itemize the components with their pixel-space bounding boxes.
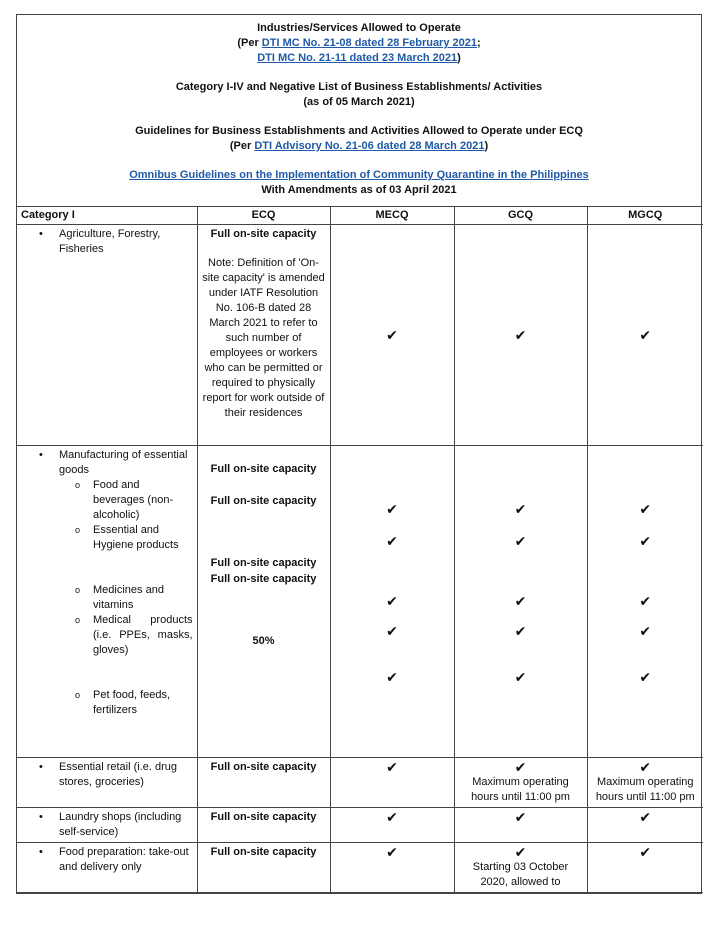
ecq-cell	[197, 843, 330, 893]
check-icon: ✔	[386, 759, 398, 775]
ecq-value: Full on-site capacity	[210, 228, 317, 240]
mgcq-cell	[587, 843, 703, 893]
mecq-cell	[330, 808, 454, 843]
ecq-note: Note: Definition of 'On-site capacity' is amended under IATF Resolution No. 106-B dated 28 March 2021 to refer to such number of employees or workers who can be permitted or required to physically report for work outside of their residences	[202, 257, 325, 419]
check-icon: ✔	[639, 533, 652, 549]
header-ref-sep: ;	[476, 37, 481, 49]
check-icon: ✔	[386, 326, 398, 343]
check-icon: ✔	[639, 623, 652, 639]
check-icon: ✔	[514, 593, 527, 609]
row-label-cell	[17, 758, 197, 808]
col-mgcq: MGCQ	[587, 207, 703, 225]
row-label-manufacturing: • Manufacturing of essential goods	[21, 448, 193, 478]
ecq-value: Full on-site capacity	[210, 573, 317, 585]
check-icon: ✔	[514, 809, 527, 825]
col-category: Category I	[17, 207, 197, 225]
category-table	[17, 207, 703, 893]
document-header	[17, 15, 701, 207]
sub-item-medical-products: o Medical products (i.e. PPEs, masks, gloves)	[21, 613, 193, 658]
header-omnibus-line	[23, 168, 695, 183]
ecq-value: Full on-site capacity	[210, 557, 317, 569]
mecq-cell	[330, 225, 454, 446]
check-icon: ✔	[514, 326, 527, 343]
check-icon: ✔	[639, 501, 652, 517]
link-dti-advisory-21-06[interactable]: DTI Advisory No. 21-06 dated 28 March 2021	[254, 140, 485, 152]
sub-item-food-beverages: o Food and beverages (non-alcoholic)	[21, 478, 193, 523]
table-row	[17, 446, 703, 758]
row-label-cell	[17, 446, 197, 758]
mgcq-cell	[587, 446, 703, 758]
table-row	[17, 225, 703, 446]
gcq-cell	[454, 446, 587, 758]
mgcq-cell	[587, 808, 703, 843]
gcq-cell	[454, 808, 587, 843]
mecq-cell	[330, 758, 454, 808]
check-icon: ✔	[639, 669, 652, 685]
row-label-cell	[17, 808, 197, 843]
sub-item-hygiene: o Essential and Hygiene products	[21, 523, 193, 553]
header-category-date: (as of 05 March 2021)	[303, 96, 415, 108]
header-ref-line-2	[23, 51, 695, 66]
header-ref-prefix: (Per	[237, 37, 262, 49]
check-icon: ✔	[386, 809, 398, 825]
row-label-laundry: • Laundry shops (including self-service)	[21, 810, 193, 840]
mgcq-note: Maximum operating hours until 11:00 pm	[595, 776, 695, 803]
sub-item-medicines: o Medicines and vitamins	[21, 583, 193, 613]
row-label-cell	[17, 843, 197, 893]
ecq-value: Full on-site capacity	[210, 846, 317, 858]
check-icon: ✔	[639, 809, 652, 825]
row-label-agriculture: • Agriculture, Forestry, Fisheries	[21, 227, 193, 257]
check-icon: ✔	[386, 593, 398, 609]
row-label-food-preparation: • Food preparation: take-out and delivery only	[21, 845, 193, 875]
table-header-row	[17, 207, 703, 225]
table-row	[17, 843, 703, 893]
check-icon: ✔	[639, 844, 652, 860]
col-gcq: GCQ	[454, 207, 587, 225]
check-icon: ✔	[514, 533, 527, 549]
row-label-essential-retail: • Essential retail (i.e. drug stores, groceries)	[21, 760, 193, 790]
check-icon: ✔	[514, 501, 527, 517]
header-guidelines-title: Guidelines for Business Establishments and Activities Allowed to Operate under ECQ	[135, 125, 583, 137]
check-icon: ✔	[639, 759, 652, 775]
mgcq-cell	[587, 225, 703, 446]
col-ecq: ECQ	[197, 207, 330, 225]
mgcq-cell	[587, 758, 703, 808]
gcq-cell	[454, 225, 587, 446]
header-advisory-prefix: (Per	[229, 140, 255, 152]
header-advisory-close: )	[484, 140, 489, 152]
gcq-cell	[454, 843, 587, 893]
check-icon: ✔	[514, 759, 527, 775]
link-dti-mc-21-08[interactable]: DTI MC No. 21-08 dated 28 February 2021	[261, 37, 477, 49]
check-icon: ✔	[639, 593, 652, 609]
ecq-cell	[197, 808, 330, 843]
guidelines-document	[16, 14, 702, 894]
gcq-note: Starting 03 October 2020, allowed to	[472, 861, 569, 888]
header-ref-line	[23, 36, 695, 51]
ecq-value: Full on-site capacity	[210, 811, 317, 823]
gcq-note: Maximum operating hours until 11:00 pm	[471, 776, 570, 803]
check-icon: ✔	[514, 844, 527, 860]
check-icon: ✔	[514, 669, 527, 685]
row-label-cell	[17, 225, 197, 446]
col-mecq: MECQ	[330, 207, 454, 225]
mecq-cell	[330, 843, 454, 893]
header-category-title: Category I-IV and Negative List of Business Establishments/ Activities	[175, 81, 543, 93]
check-icon: ✔	[386, 533, 398, 549]
header-amendments: With Amendments as of 03 April 2021	[261, 184, 457, 196]
header-title: Industries/Services Allowed to Operate	[257, 22, 461, 34]
link-dti-mc-21-11[interactable]: DTI MC No. 21-11 dated 23 March 2021	[257, 52, 458, 64]
ecq-value: 50%	[252, 635, 275, 647]
ecq-value: Full on-site capacity	[210, 463, 317, 475]
ecq-cell	[197, 446, 330, 758]
check-icon: ✔	[514, 623, 527, 639]
check-icon: ✔	[386, 844, 398, 860]
check-icon: ✔	[386, 669, 398, 685]
check-icon: ✔	[386, 501, 398, 517]
ecq-cell	[197, 225, 330, 446]
header-advisory-line	[23, 139, 695, 154]
ecq-value: Full on-site capacity	[210, 495, 317, 507]
sub-item-pet-food: o Pet food, feeds, fertilizers	[21, 688, 193, 718]
mecq-cell	[330, 446, 454, 758]
check-icon: ✔	[386, 623, 398, 639]
table-row	[17, 808, 703, 843]
ecq-value: Full on-site capacity	[210, 761, 317, 773]
header-ref-close: )	[457, 52, 461, 64]
table-row	[17, 758, 703, 808]
link-omnibus-guidelines[interactable]: Omnibus Guidelines on the Implementation of Community Quarantine in the Philippines	[129, 169, 589, 181]
ecq-cell	[197, 758, 330, 808]
gcq-cell	[454, 758, 587, 808]
check-icon: ✔	[639, 326, 652, 343]
